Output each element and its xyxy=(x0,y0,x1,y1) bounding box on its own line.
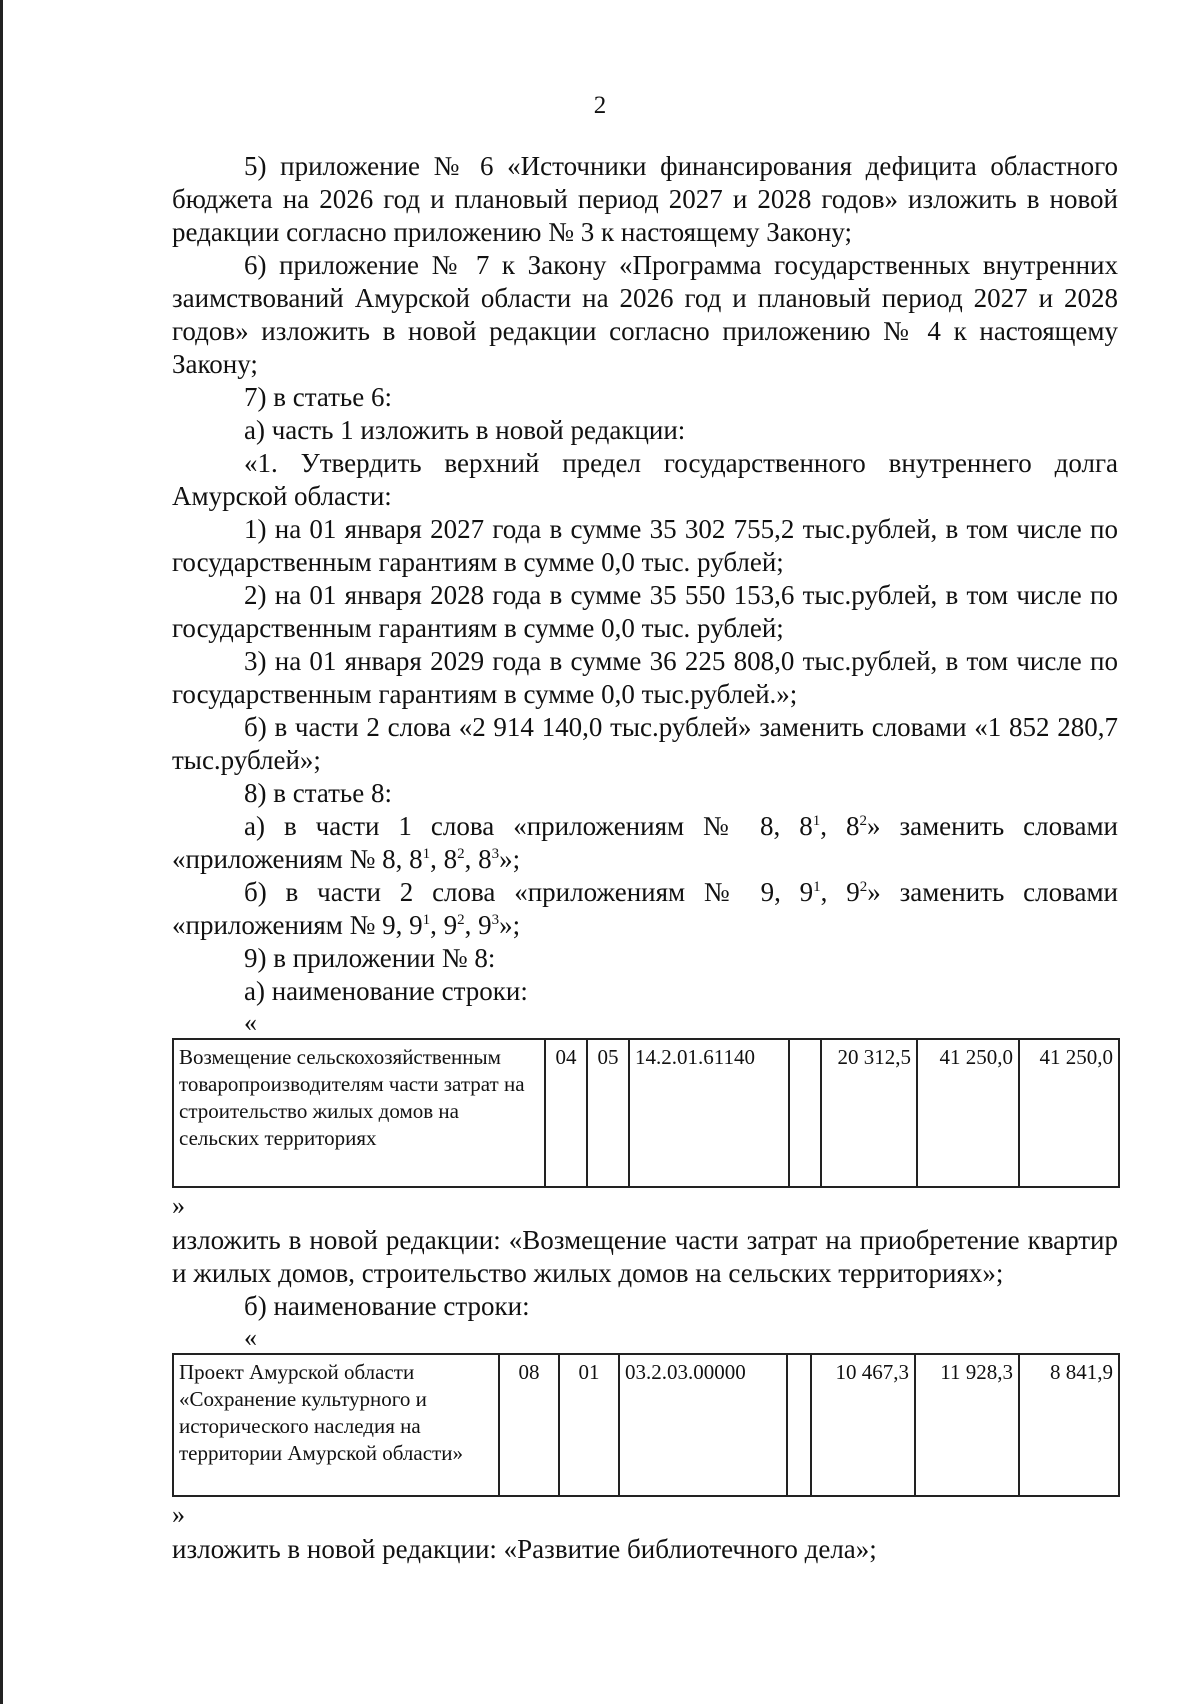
target-article-cell: 03.2.03.00000 xyxy=(619,1354,787,1496)
item-7: 7) в статье 6: xyxy=(244,382,392,412)
budget-table-2 xyxy=(172,1353,1120,1497)
budget-table-1 xyxy=(172,1038,1120,1188)
row-name-cell: Возмещение сельскохозяйственным товаропроизводителям части затрат на строительство жилых домов на сельских территориях xyxy=(173,1039,545,1187)
superscript: 1 xyxy=(422,846,431,862)
item-8a-text: , 8 xyxy=(430,844,458,874)
superscript: 2 xyxy=(457,846,465,862)
replacement-text-2: изложить в новой редакции: «Развитие библиотечного дела»; xyxy=(172,1534,877,1564)
target-article-cell: 14.2.01.61140 xyxy=(629,1039,789,1187)
item-8b-text: »; xyxy=(499,910,521,940)
item-7b: б) в части 2 слова «2 914 140,0 тыс.рублей» заменить словами «1 852 280,7 тыс.рублей»; xyxy=(172,712,1118,775)
item-9b: б) наименование строки: xyxy=(244,1291,530,1321)
debt-limit-2028: 2) на 01 января 2028 года в сумме 35 550 153,6 тыс.рублей, в том числе по государственным гарантиям в сумме 0,0 тыс. рублей; xyxy=(172,580,1118,643)
item-8b-text: , 9 xyxy=(464,910,492,940)
superscript: 3 xyxy=(491,912,500,928)
item-6-text: приложение № 7 к Закону «Программа государственных внутренних заимствований Амурской области на 2026 год и плановый период 2027 и 2028 годов» изложить в новой редакции согласно приложению № 4 к настоящему Закону; xyxy=(172,250,1118,379)
item-9: 9) в приложении № 8: xyxy=(244,943,496,973)
item-6-number: 6) xyxy=(244,250,267,280)
opening-quote-mark: « xyxy=(244,1008,257,1037)
amount-2026-cell: 20 312,5 xyxy=(821,1039,917,1187)
item-5-text: приложение № 6 «Источники финансирования дефицита областного бюджета на 2026 год и плановый период 2027 и 2028 годов» изложить в новой редакции согласно приложению № 3 к настоящему Закону; xyxy=(172,151,1118,247)
closing-quote-mark: » xyxy=(172,1191,185,1220)
row-name-cell: Проект Амурской области «Сохранение культурного и исторического наследия на территории Амурской области» xyxy=(173,1354,499,1496)
item-8b-text: б) в части 2 слова «приложениям № 9, 9 xyxy=(244,877,814,907)
item-5-number: 5) xyxy=(244,151,267,181)
section-code-cell: 08 xyxy=(499,1354,559,1496)
expense-type-cell xyxy=(789,1039,821,1187)
document-body xyxy=(172,150,1118,1566)
item-8a-text: »; xyxy=(499,844,521,874)
superscript: 2 xyxy=(859,813,867,829)
debt-limit-2029: 3) на 01 января 2029 года в сумме 36 225 808,0 тыс.рублей, в том числе по государственным гарантиям в сумме 0,0 тыс.рублей.»; xyxy=(172,646,1118,709)
scan-edge-line xyxy=(0,0,3,1704)
item-8a-text: » заменить словами «приложениям № 8, 8 xyxy=(172,811,1119,874)
item-7a: а) часть 1 изложить в новой редакции: xyxy=(244,415,686,445)
replacement-text-1: изложить в новой редакции: «Возмещение части затрат на приобретение квартир и жилых домов, строительство жилых домов на сельских территориях»; xyxy=(172,1225,1118,1288)
superscript: 1 xyxy=(812,813,821,829)
item-8: 8) в статье 8: xyxy=(244,778,392,808)
subsection-code-cell: 05 xyxy=(587,1039,629,1187)
debt-limit-2027: 1) на 01 января 2027 года в сумме 35 302 755,2 тыс.рублей, в том числе по государственным гарантиям в сумме 0,0 тыс. рублей; xyxy=(172,514,1118,577)
item-9a: а) наименование строки: xyxy=(244,976,528,1006)
superscript: 3 xyxy=(491,846,500,862)
subsection-code-cell: 01 xyxy=(559,1354,619,1496)
superscript: 1 xyxy=(813,879,821,895)
table-row xyxy=(173,1039,1119,1187)
item-8a-text: , 8 xyxy=(464,844,492,874)
item-7a-quote: «1. Утвердить верхний предел государственного внутреннего долга Амурской области: xyxy=(172,448,1118,511)
item-8b-text: , 9 xyxy=(430,910,458,940)
table-row xyxy=(173,1354,1119,1496)
closing-quote-mark: » xyxy=(172,1500,185,1529)
amount-2027-cell: 41 250,0 xyxy=(917,1039,1019,1187)
expense-type-cell xyxy=(787,1354,811,1496)
item-8a-text: , 8 xyxy=(820,811,860,841)
amount-2028-cell: 8 841,9 xyxy=(1019,1354,1119,1496)
amount-2027-cell: 11 928,3 xyxy=(915,1354,1019,1496)
item-8a-text: а) в части 1 слова «приложениям № 8, 8 xyxy=(244,811,813,841)
page-number: 2 xyxy=(593,92,607,119)
section-code-cell: 04 xyxy=(545,1039,587,1187)
item-8a xyxy=(172,810,1118,876)
superscript: 2 xyxy=(859,879,868,895)
item-8b-text: , 9 xyxy=(820,877,860,907)
superscript: 2 xyxy=(457,912,465,928)
item-8b xyxy=(172,876,1118,942)
amount-2028-cell: 41 250,0 xyxy=(1019,1039,1119,1187)
superscript: 1 xyxy=(422,912,431,928)
opening-quote-mark: « xyxy=(244,1323,257,1352)
item-8b-text: » заменить словами «приложениям № 9, 9 xyxy=(172,877,1118,940)
item-5 xyxy=(172,150,1118,249)
amount-2026-cell: 10 467,3 xyxy=(811,1354,915,1496)
item-6 xyxy=(172,249,1118,381)
